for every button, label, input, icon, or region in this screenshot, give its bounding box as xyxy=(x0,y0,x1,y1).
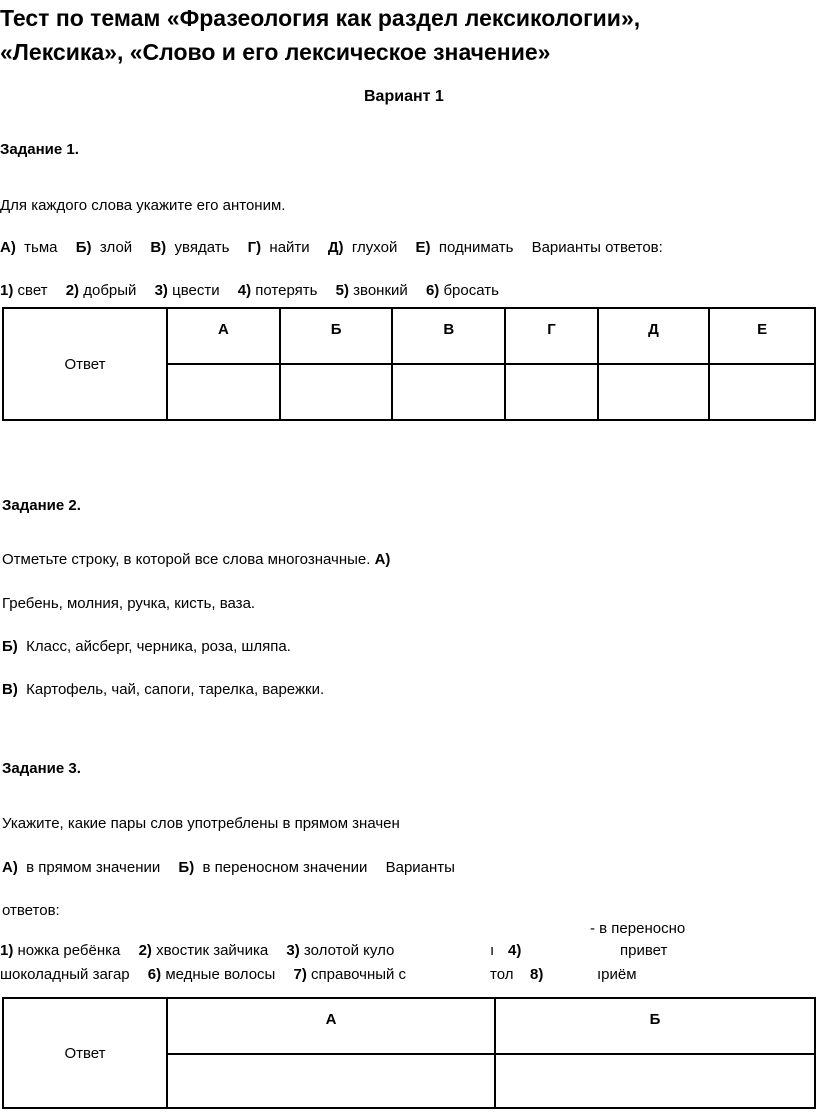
option-word: потерять xyxy=(255,282,318,299)
page-title-line-2: «Лексика», «Слово и его лексическое значение» xyxy=(0,39,551,65)
category-text: в переносном значении xyxy=(202,859,368,876)
variant-label: Вариант 1 xyxy=(364,88,444,105)
task1-answer-table xyxy=(2,307,816,421)
option-num: 1) xyxy=(0,942,14,959)
word-text: увядать xyxy=(174,239,230,256)
answer-input-cell[interactable] xyxy=(598,364,710,420)
word-letter: В) xyxy=(150,239,167,256)
option-word: добрый xyxy=(83,282,137,299)
word-letter: Б) xyxy=(75,239,92,256)
answer-header-cell: Б xyxy=(280,308,392,364)
answer-header-cell: Е xyxy=(709,308,815,364)
option-num: 4) xyxy=(237,282,252,299)
task3-fragment-top: - в переносно xyxy=(590,920,686,937)
answer-header-cell: А xyxy=(167,998,495,1054)
task2-option-b xyxy=(2,638,291,655)
option-num: 6) xyxy=(147,966,162,983)
task3-answer-table xyxy=(2,997,816,1109)
task2-option-a: Гребень, молния, ручка, кисть, ваза. xyxy=(2,595,256,612)
option-num: 3) xyxy=(154,282,168,299)
answer-header-cell: А xyxy=(167,308,280,364)
answer-header-cell: Д xyxy=(598,308,710,364)
option-word: ножка ребёнка xyxy=(17,942,121,959)
option-num: 6) xyxy=(425,282,440,299)
answer-label-cell: Ответ xyxy=(3,998,167,1108)
answer-input-cell[interactable] xyxy=(709,364,815,420)
task3-heading: Задание 3. xyxy=(2,760,81,777)
word-text: злой xyxy=(99,239,133,256)
option-label: Б) xyxy=(2,638,18,655)
task2-instruction-line xyxy=(2,551,390,568)
task3-line1-fragment: ı xyxy=(490,942,495,959)
task2-instruction: Отметьте строку, в которой все слова многозначные. xyxy=(2,551,371,568)
word-text: поднимать xyxy=(438,239,514,256)
option-num: 2) xyxy=(65,282,80,299)
task3-options-line-2 xyxy=(0,966,406,983)
option-num: 1) xyxy=(0,282,14,299)
answer-header-cell: Б xyxy=(495,998,815,1054)
option-text: Картофель, чай, сапоги, тарелка, варежки. xyxy=(26,681,325,698)
answer-input-cell[interactable] xyxy=(505,364,597,420)
answer-label-cell: Ответ xyxy=(3,308,167,420)
word-letter: Г) xyxy=(247,239,262,256)
task3-line1-num4: 4) xyxy=(508,942,522,959)
category-label: Б) xyxy=(178,859,195,876)
word-letter: А) xyxy=(0,239,16,256)
word-text: тьма xyxy=(24,239,58,256)
page-title-line-1: Тест по темам «Фразеология как раздел лексикологии», xyxy=(0,5,641,31)
option-label: В) xyxy=(2,681,18,698)
category-label: А) xyxy=(2,859,18,876)
task1-words-line xyxy=(0,239,663,256)
option-word: звонкий xyxy=(353,282,408,299)
answer-input-cell[interactable] xyxy=(495,1054,815,1108)
task3-line2-word8: ıриём xyxy=(597,966,637,983)
options-label: Варианты xyxy=(385,859,455,876)
option-word: справочный с xyxy=(311,966,407,983)
option-num: 7) xyxy=(293,966,307,983)
answer-input-cell[interactable] xyxy=(280,364,392,420)
task3-options-line-1 xyxy=(0,942,394,959)
task2-heading: Задание 2. xyxy=(2,497,81,514)
answer-input-cell[interactable] xyxy=(392,364,505,420)
option-word: хвостик зайчика xyxy=(156,942,269,959)
task1-instruction: Для каждого слова укажите его антоним. xyxy=(0,197,286,214)
option-word: бросать xyxy=(443,282,499,299)
task3-instruction: Укажите, какие пары слов употреблены в прямом значен xyxy=(2,815,400,832)
task3-categories-line xyxy=(2,859,455,876)
task3-line1-word4: привет xyxy=(620,942,668,959)
option-word: цвести xyxy=(172,282,220,299)
option-text: Класс, айсберг, черника, роза, шляпа. xyxy=(26,638,291,655)
word-letter: Д) xyxy=(327,239,344,256)
task1-options-line xyxy=(0,282,499,299)
task3-options-label-2: ответов: xyxy=(2,902,60,919)
answer-input-cell[interactable] xyxy=(167,1054,495,1108)
option-word: шоколадный загар xyxy=(0,966,130,983)
option-word: свет xyxy=(17,282,48,299)
task3-line2-num8: 8) xyxy=(530,966,544,983)
word-text: найти xyxy=(269,239,310,256)
option-num: 5) xyxy=(335,282,349,299)
answer-header-cell: В xyxy=(392,308,505,364)
option-word: медные волосы xyxy=(165,966,276,983)
word-letter: Е) xyxy=(415,239,431,256)
option-word: золотой куло xyxy=(303,942,395,959)
answer-header-cell: Г xyxy=(505,308,597,364)
task2-option-a-label: А) xyxy=(374,551,391,568)
option-num: 3) xyxy=(286,942,300,959)
category-text: в прямом значении xyxy=(26,859,161,876)
answer-input-cell[interactable] xyxy=(167,364,280,420)
task1-heading: Задание 1. xyxy=(0,141,79,158)
task3-line2-fragment: тол xyxy=(490,966,514,983)
option-num: 2) xyxy=(138,942,152,959)
options-label: Варианты ответов: xyxy=(531,239,663,256)
word-text: глухой xyxy=(351,239,398,256)
task2-option-c xyxy=(2,681,324,698)
